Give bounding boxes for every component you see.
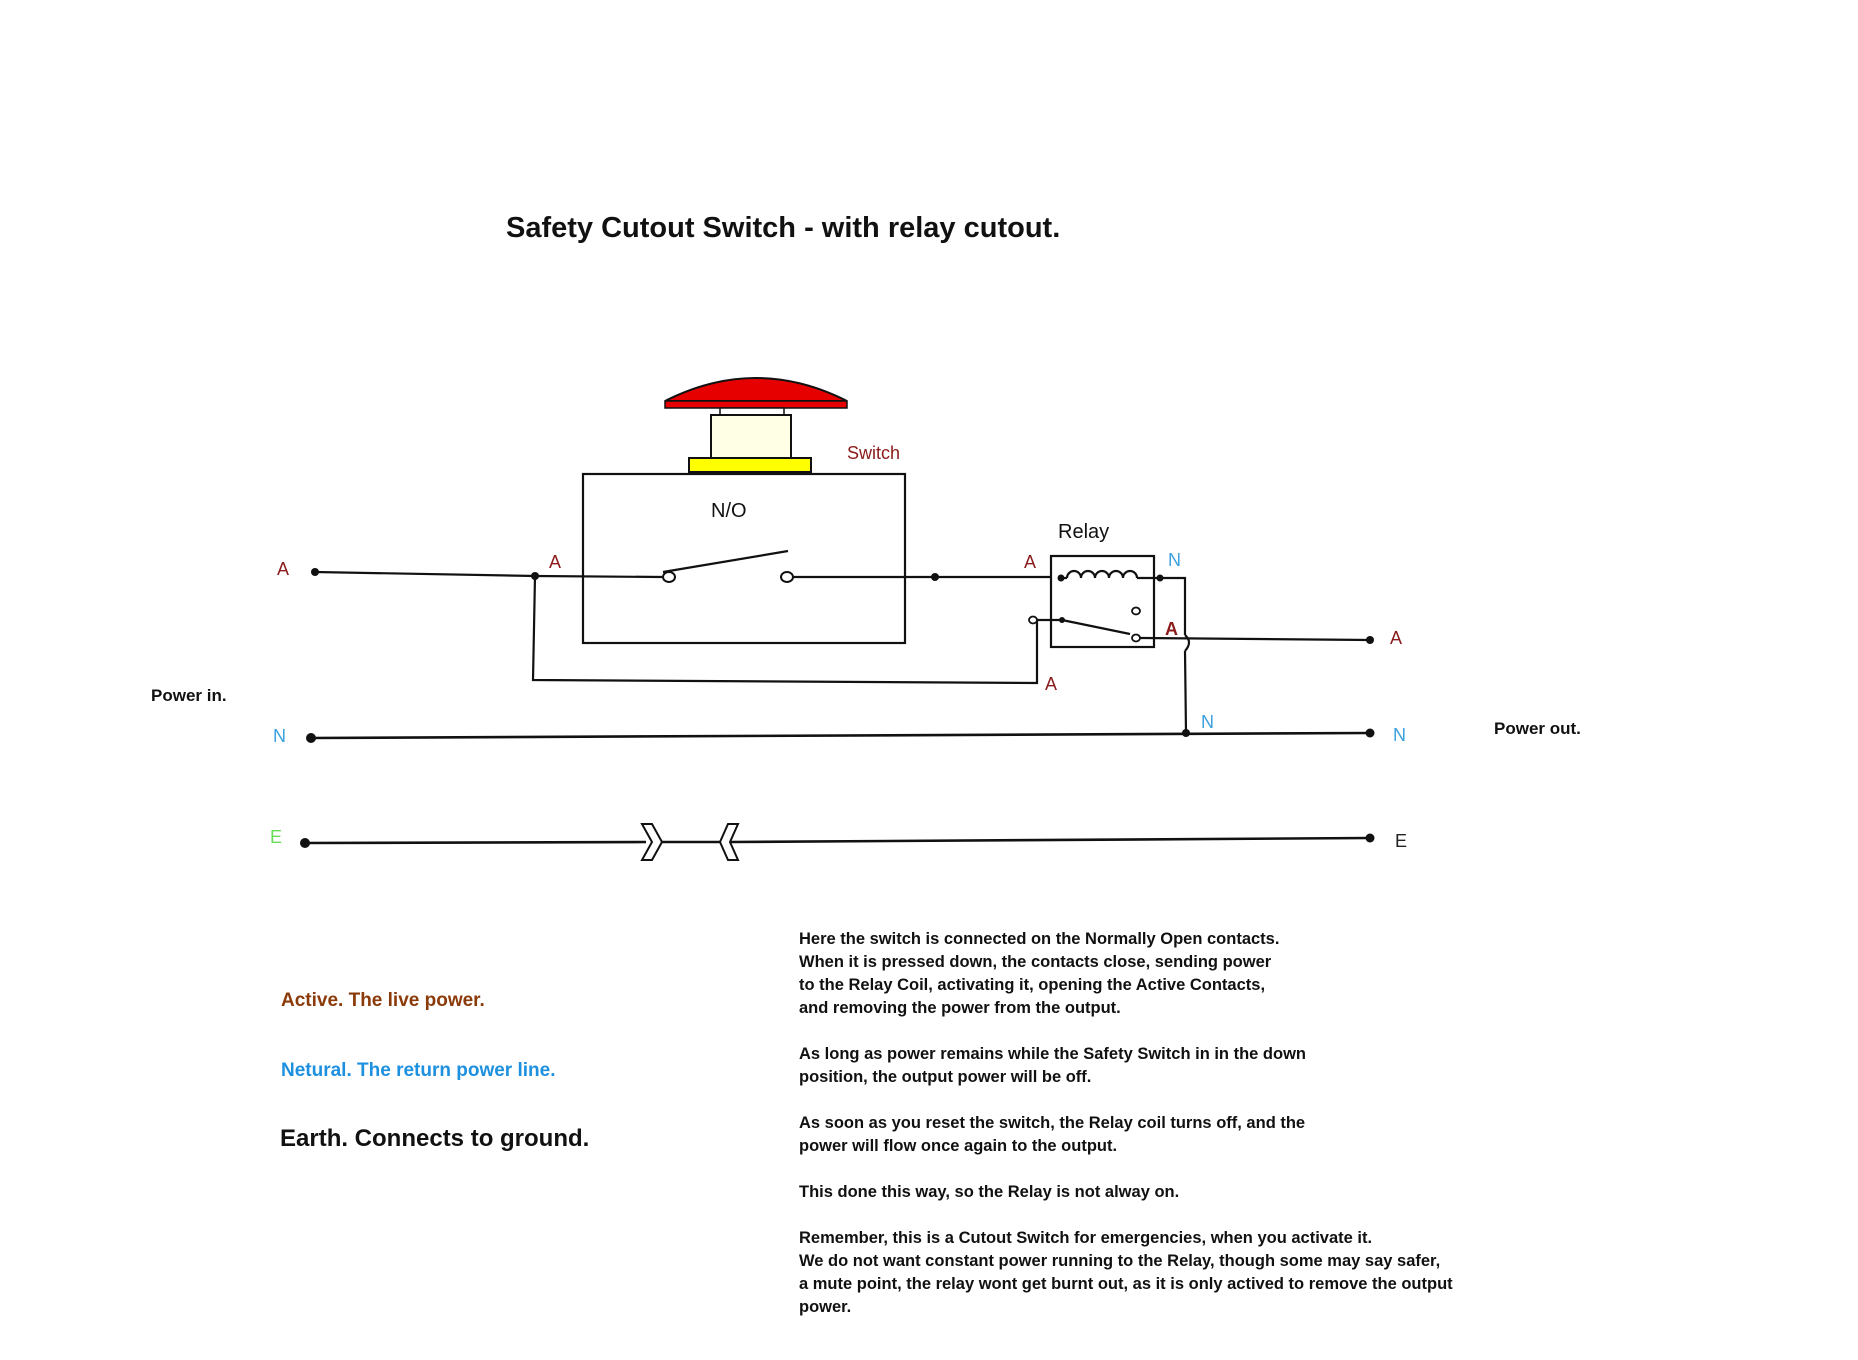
power-out-label: Power out. [1494, 719, 1581, 738]
legend-earth: Earth. Connects to ground. [280, 1125, 590, 1152]
earth-in-label: E [270, 827, 283, 847]
earth-out-terminal [1366, 834, 1375, 843]
active-in-label: A [277, 559, 290, 579]
neutral-in-label: N [273, 726, 286, 746]
relay-box [1051, 556, 1154, 647]
neutral-out-label: N [1393, 725, 1406, 745]
relay-label: Relay [1058, 521, 1110, 543]
emergency-button-icon [665, 378, 847, 472]
note-paragraph: This done this way, so the Relay is not alway on. [799, 1183, 1180, 1201]
relay-coil-icon [1058, 571, 1164, 582]
neutral-junction-label: N [1201, 712, 1214, 732]
earth-wire-left [305, 842, 646, 843]
note-paragraph: As soon as you reset the switch, the Relay coil turns off, and the power will flow once again to the output. [799, 1114, 1306, 1155]
relay-no-contact [1132, 635, 1140, 642]
power-in-label: Power in. [151, 686, 227, 705]
switch-in-wire [535, 576, 662, 577]
switch-contact-right [781, 572, 793, 582]
bypass-wire [533, 576, 1037, 683]
active-out-terminal [1366, 636, 1374, 644]
relay-armature [1062, 620, 1130, 634]
coil-neutral-drop [1185, 651, 1186, 733]
diagram-title: Safety Cutout Switch - with relay cutout. [506, 212, 1061, 244]
active-in-wire [315, 572, 535, 576]
explanation-notes [799, 928, 1519, 1342]
earth-out-label: E [1395, 831, 1408, 851]
note-paragraph: As long as power remains while the Safety Switch in in the down position, the output power will be off. [799, 1045, 1307, 1086]
neutral-wire [311, 733, 1370, 738]
earth-connector-icon [642, 824, 738, 860]
legend-neutral: Netural. The return power line. [281, 1060, 556, 1081]
switch-label: Switch [847, 443, 901, 463]
note-paragraph: Here the switch is connected on the Normally Open contacts. When it is pressed down, the contacts close, sending power to the Relay Coil, activating it, opening the Active Contacts, and removing the power from the output. [799, 930, 1280, 1017]
legend-active: Active. The live power. [281, 990, 485, 1011]
switch-contact-left [663, 572, 675, 582]
note-paragraph: Remember, this is a Cutout Switch for emergencies, when you activate it. We do not want constant power running to the Relay, though some may say safer, a mute point, the relay wont get burnt out, as it is only actived to remove the output power. [799, 1229, 1453, 1316]
switch-lever [663, 551, 788, 572]
active-out-label: A [1390, 628, 1403, 648]
neutral-junction [1182, 729, 1190, 737]
relay-active-out-label: A [1165, 619, 1178, 639]
no-contacts-label: N/O [711, 500, 747, 522]
neutral-out-terminal [1366, 729, 1375, 738]
active-junction-label: A [549, 552, 562, 572]
coil-active-label: A [1024, 552, 1037, 572]
bypass-entry-contact [1029, 617, 1037, 624]
active-out-wire [1140, 638, 1370, 640]
relay-neutral-label: N [1168, 550, 1181, 570]
relay-nc-contact [1132, 608, 1140, 615]
bypass-active-label: A [1045, 674, 1058, 694]
earth-wire-right [730, 838, 1370, 842]
